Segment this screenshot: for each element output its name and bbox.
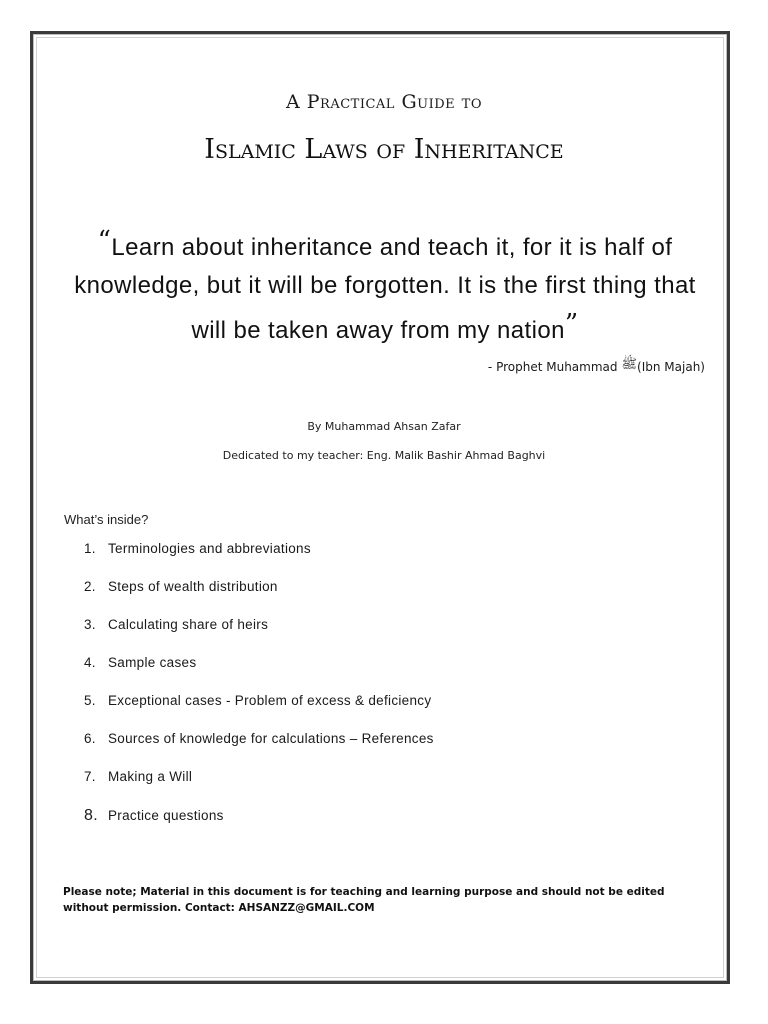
list-item	[84, 807, 434, 845]
list-item-label: Steps of wealth distribution	[108, 579, 278, 594]
list-item-number: 1.	[84, 541, 96, 556]
hadith-quote	[60, 222, 710, 350]
document-subtitle: A Practical Guide to	[285, 91, 483, 113]
list-item	[84, 731, 434, 769]
attribution-source: (Ibn Majah)	[637, 360, 705, 374]
list-item-label: Sources of knowledge for calculations – References	[108, 731, 434, 746]
author-byline: By Muhammad Ahsan Zafar	[307, 420, 461, 433]
attribution-prefix: - Prophet Muhammad	[487, 360, 618, 374]
list-item-number: 7.	[84, 769, 96, 784]
dedication-line: Dedicated to my teacher: Eng. Malik Bashir Ahmad Baghvi	[222, 449, 546, 462]
contents-list	[84, 541, 434, 845]
list-item	[84, 617, 434, 655]
salutation-glyph-icon: ﷺ	[621, 357, 638, 372]
quote-attribution	[488, 356, 705, 375]
list-item-number: 8.	[84, 807, 98, 824]
list-item-number: 2.	[84, 579, 96, 594]
list-item-number: 6.	[84, 731, 96, 746]
list-item-number: 3.	[84, 617, 96, 632]
close-quote-mark: ”	[564, 309, 579, 339]
list-item-label: Making a Will	[108, 769, 193, 784]
list-item-label: Practice questions	[108, 808, 224, 823]
list-item-number: 4.	[84, 655, 96, 670]
document-title: Islamic Laws of Inheritance	[204, 134, 564, 165]
list-item	[84, 541, 434, 579]
list-item	[84, 769, 434, 807]
contents-heading: What’s inside?	[64, 512, 149, 527]
list-item-label: Exceptional cases - Problem of excess & deficiency	[108, 693, 432, 708]
list-item-label: Terminologies and abbreviations	[108, 541, 311, 556]
list-item-number: 5.	[84, 693, 96, 708]
quote-text: Learn about inheritance and teach it, for it is half of knowledge, but it will be forgotten. It is the first thing that will be taken away from my nation	[74, 234, 696, 344]
open-quote-mark: “	[97, 226, 112, 256]
list-item	[84, 579, 434, 617]
list-item-label: Calculating share of heirs	[108, 617, 269, 632]
list-item-label: Sample cases	[108, 655, 197, 670]
list-item	[84, 655, 434, 693]
list-item	[84, 693, 434, 731]
usage-note: Please note; Material in this document is for teaching and learning purpose and should not be edited without permission. Contact: AHSANZZ@GMAIL.COM	[63, 886, 665, 914]
